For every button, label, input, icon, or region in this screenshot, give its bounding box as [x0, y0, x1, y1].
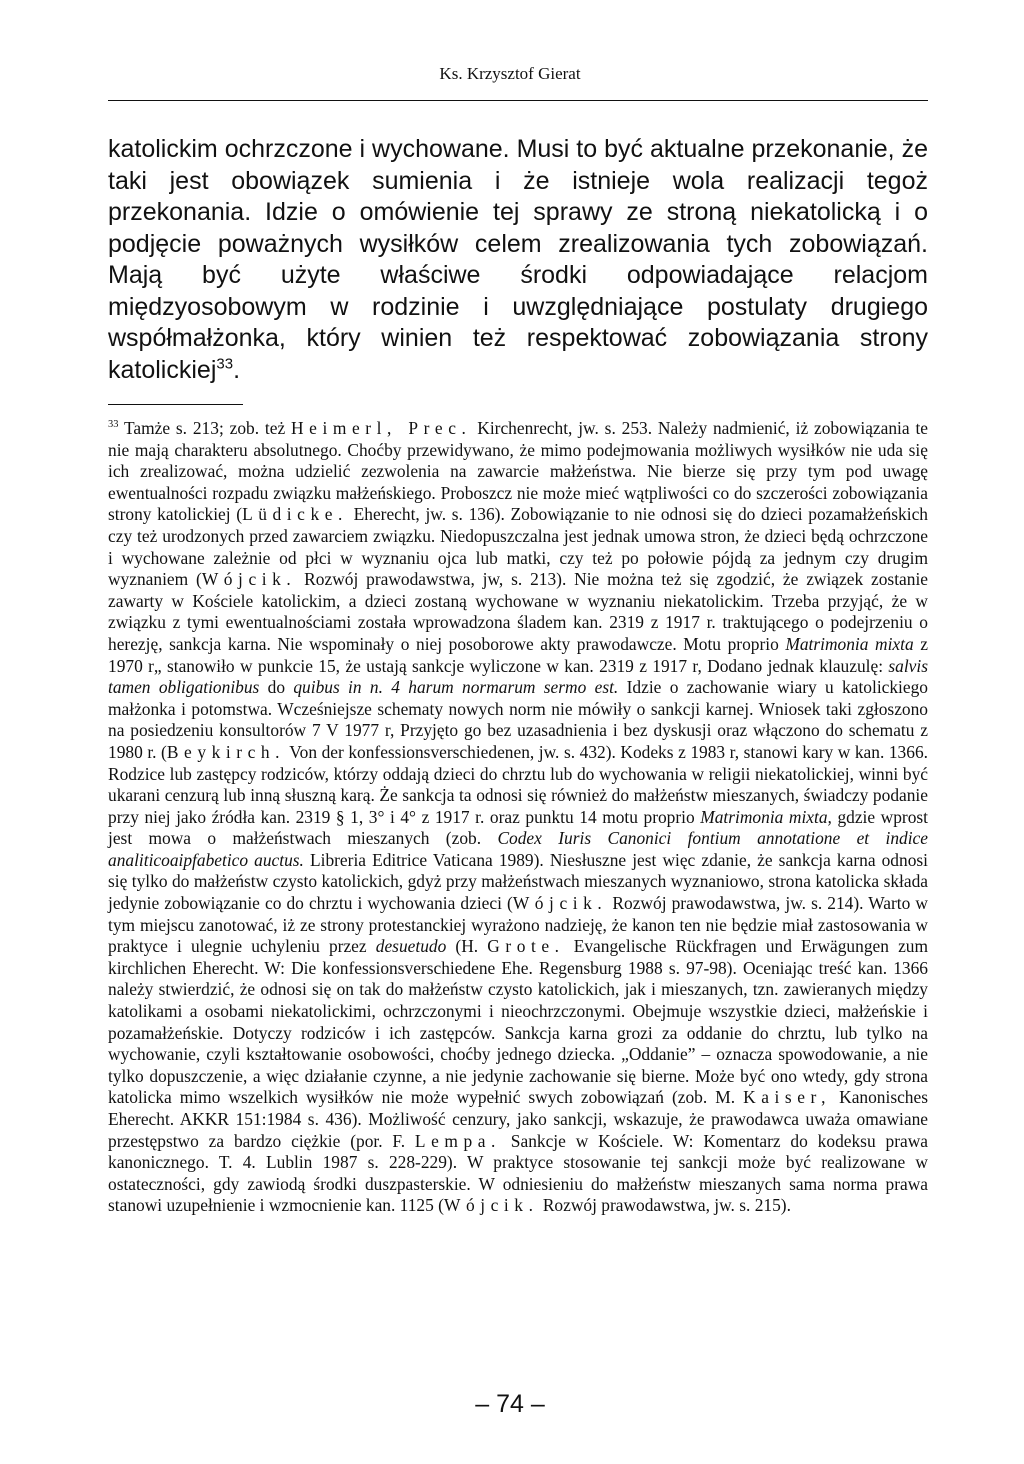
footnote-text: Idzie o zachowanie wiary u katolickiego małżonka i potomstwa. Wcześniejsze schematy nowych norm nie mówiły o sankcji karnej. Wniosek taki zgłoszono na posiedzeniu konsultorów 7 V 1977 r, Przyjęto go bez uzasadnienia i bez dyskusji oraz włączono do schematu z 1980 r. ( [108, 677, 929, 762]
footnote-author-name: Wójcik. [443, 1195, 539, 1216]
footnote-body [108, 418, 928, 1215]
footnote-italic-title: salvis tamen obligationibus [108, 655, 928, 698]
footnote-text: z 1970 r„ stanowiło w punkcie 15, że ustają sankcje wyliczone w kan. 2319 z 1917 r, Dodano jednak klauzulę: [108, 633, 928, 676]
footnote-text: Rozwój prawodawstwa, jw, s. 213). Nie można też się zgodzić, że związek zostanie zawarty w Kościele katolickim, a dzieci zostaną wychowane w wyznaniu niekatolickim. Trzeba przyjąć, że w związku z tymi ewentualnościami została wprowadzona śladem kan. 2319 z 1917 r. traktującego o podejrzeniu o herezję, sankcja karna. Nie wspominały o niej posoborowe akty prawodawcze. Motu proprio [108, 569, 928, 654]
main-text [108, 134, 928, 386]
footnote-italic-title: Codex Iuris Canonici fontium annotatione et indice analiticoaipfabetico auctus. [108, 828, 928, 870]
footnote-italic-title: Matrimonia mixta [785, 633, 914, 654]
footnote-italic-title: Matrimonia mixta, [700, 806, 832, 827]
footnote-author-name: Beykirch. [166, 741, 286, 762]
footnote-author-name: Kaiser, [743, 1087, 832, 1108]
footnote-text: Evangelische Rückfragen und Erwägungen zum kirchlichen Eherecht. W: Die konfessionsverschiedene Ehe. Regensburg 1988 s. 97-98). Oceniając treść kan. 1366 należy stwierdzić, że odnosi się on tak do małżeństw czysto katolickich, jak i mieszanych, tzn. zawieranych między katolikami a osobami niekatolickimi, ochrzczonymi i nieochrzczonymi. Obejmuje wszystkie dzieci, małżeńskie i pozamałżeńskie. Dotyczy rodziców i ich zastępców. Sankcja karna grozi za oddanie do chrztu, lub tylko na wychowanie, czyli kształtowanie osobowości, choćby jednego dziecka. „Oddanie” – oznacza spowodowanie, a nie tylko dopuszczenie, a więc działanie czynne, a nie jedynie zachowanie się bierne. Może być ono wtedy, gdy strona katolicka mimo wszelkich wysiłków nie może wypełnić swych zobowiązań (zob. M. [108, 936, 929, 1108]
footnote-italic-title: desuetudo [375, 936, 447, 957]
footnote-text: Sankcje w Kościele. W: Komentarz do kodeksu prawa kanonicznego. T. 4. Lublin 1987 s. 228-229). W praktyce stosowanie tej sankcji może być realizowane w ostateczności, gdy zawiodą środki duszpasterskie. W odniesieniu do małżeństw mieszanych sama norma prawa stanowi uzupełnienie i wzmocnienie kan. 1125 ( [108, 1130, 928, 1216]
footnote-author-name: Wójcik. [201, 569, 297, 590]
header-rule [108, 100, 928, 101]
footnote-text: Von der konfessionsverschiedenen, jw. s. 432). Kodeks z 1983 r, stanowi kary w kan. 1366. Rodzice lub zastępcy rodziców, którzy oddają dzieci do chrztu lub do wychowania w religii niekatolickiej, winni być ukarani cenzurą lub inną słuszną karą. Że sankcja ta odnosi się również do małżeństw mieszanych, świadczy podanie przy niej jako źródła kan. 2319 § 1, 3° i 4° z 1917 r. oraz punktu 14 motu proprio [108, 741, 928, 827]
footnote-author-name: Lüdicke. [242, 504, 348, 525]
footnote-text: Eherecht, jw. s. 136). Zobowiązanie to nie odnosi się do dzieci pozamałżeńskich czy też urodzonych przed zawarciem związku. Niedopuszczalna jest jednak umowa stron, że dzieci będą ochrzczone i wychowane zależnie od płci w wyznaniu ojca lub matki, czy też po połowie pójdą za jednym czy drugim wyznaniem ( [108, 504, 928, 590]
footnote-author-name: Lempa. [414, 1130, 501, 1151]
body-paragraph [108, 134, 928, 386]
footnote-author-name: Grote. [487, 936, 565, 957]
body-paragraph-end: . [233, 355, 241, 384]
running-header: Ks. Krzysztof Gierat [439, 64, 581, 83]
footnote-text: Tamże s. 213; zob. też [123, 418, 292, 438]
footnote-separator [108, 404, 243, 405]
footnote-author-name: Wójcik. [512, 893, 608, 914]
footnote-text: Libreria Editrice Vaticana 1989). Niesłuszne jest więc zdanie, że sankcja karna odnosi się tylko do małżeństw czysto katolickich, gdyż przy małżeństwach mieszanych wyznaniowo, strona katolicka składa jedynie zobowiązanie co do chrztu i wychowania dzieci ( [108, 849, 928, 914]
page-number: – 74 – [475, 1390, 545, 1418]
footnote-paragraph [108, 418, 928, 1217]
footnote-text: Kanonisches Eherecht. AKKR 151:1984 s. 436). Możliwość cenzury, jako sankcji, wskazuje, że prawodawca uważa omawiane przestępstwo za bardzo ciężkie (por. F. [108, 1087, 928, 1151]
footnote-text: Rozwój prawodawstwa, jw. s. 215). [538, 1195, 791, 1216]
footnote-text: Rozwój prawodawstwa, jw. s. 214). Warto w tym miejscu zanotować, iż ze strony protestanckiej wyrażono nadzieję, że kanon ten nie będzie miał zastosowania w praktyce i ulegnie uchyleniu przez [108, 893, 928, 957]
body-paragraph-text: katolickim ochrzczone i wychowane. Musi to być aktualne przekonanie, że taki jest obowiązek sumienia i że istnieje wola realizacji tegoż przekonania. Idzie o omówienie tej sprawy ze stroną niekatolicką i o podjęcie poważnych wysiłków celem zrealizowania tych zobowiązań. Mają być użyte właściwe środki odpowiadające relacjom międzyosobowym w rodzinie i uwzględniające postulaty drugiego współmałżonka, który winien też respektować zobowiązania strony katolickiej [108, 135, 928, 384]
footnote-text: Kirchenrecht, jw. s. 253. Należy nadmienić, iż zobowiązania te nie mają charakteru absolutnego. Choćby przewidywano, że mimo podejmowania możliwych wysiłków nie uda się ich zrealizować, można udzielić zezwolenia na zawarcie małżeństwa. Nie bierze się przy tym pod uwagę ewentualności rozpadu związku małżeńskiego. Proboszcz nie może mieć wątpliwości co do szczerości zobowiązania strony katolickiej ( [108, 418, 928, 525]
footnote-text: (H. [446, 936, 488, 957]
footnote-text: gdzie wprost jest mowa o małżeństwach mieszanych (zob. [108, 806, 928, 849]
footnote [108, 418, 928, 1217]
footnote-author-name: Heimerl, Prec. [291, 418, 472, 438]
footnote-italic-title: quibus in n. 4 harum normarum sermo est. [293, 677, 619, 698]
footnote-reference: 33 [216, 355, 234, 373]
footnote-number: 33 [108, 419, 119, 431]
footnote-text: do [259, 677, 294, 698]
